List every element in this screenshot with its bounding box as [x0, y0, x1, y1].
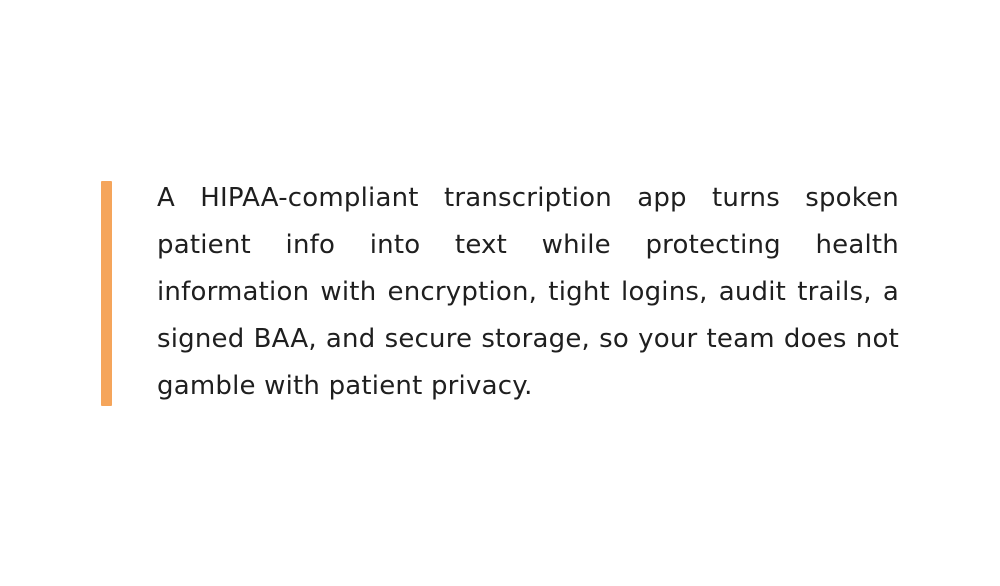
accent-bar	[101, 181, 112, 406]
callout-quote	[101, 181, 901, 406]
callout-text: A HIPAA-compliant transcription app turns spoken patient info into text while protecting health information with encryption, tight logins, audit trails, a signed BAA, and secure storage, so your team does not gamble with patient privacy.	[157, 183, 899, 401]
